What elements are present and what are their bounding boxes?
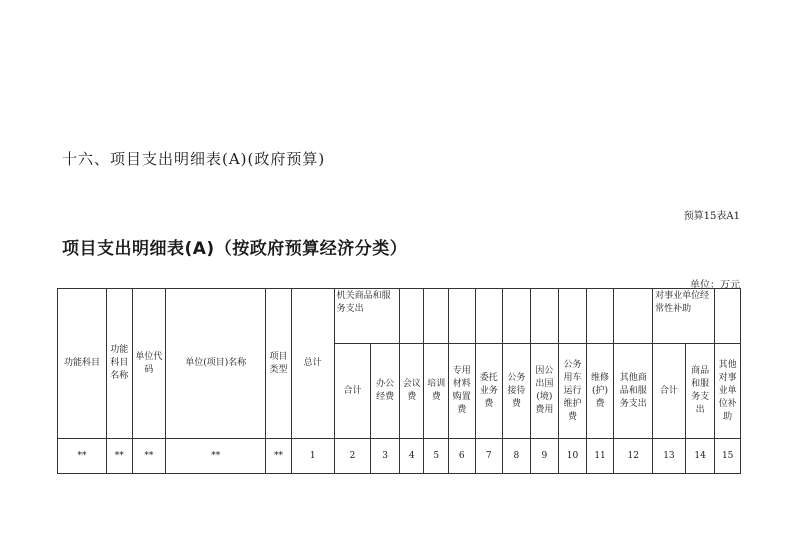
header-reception-fee: 公务接待费 xyxy=(503,344,531,439)
table-cell: 12 xyxy=(614,439,653,474)
unit-label: 单位：万元 xyxy=(690,280,740,291)
blank-cell xyxy=(503,289,531,344)
header-office-fee: 办公经费 xyxy=(371,344,400,439)
table-cell: 1 xyxy=(291,439,334,474)
header-unit-code: 单位代码 xyxy=(132,289,166,439)
header-group-subsidy: 对事业单位经常性补助 xyxy=(653,289,715,344)
blank-cell xyxy=(475,289,503,344)
header-func-subject-name: 功能科目名称 xyxy=(107,289,133,439)
header-g1-total: 合计 xyxy=(334,344,371,439)
project-expenditure-table xyxy=(57,288,741,474)
header-g2-goods-services: 商品和服务支出 xyxy=(685,344,715,439)
table-row xyxy=(58,439,741,474)
blank-cell xyxy=(399,289,424,344)
header-other-goods-services: 其他商品和服务支出 xyxy=(614,344,653,439)
header-vehicle-fee: 公务用车运行维护费 xyxy=(559,344,587,439)
blank-cell xyxy=(614,289,653,344)
header-unit-name: 单位(项目)名称 xyxy=(166,289,266,439)
blank-cell xyxy=(448,289,475,344)
section-title: 十六、项目支出明细表(A)(政府预算) xyxy=(62,150,326,168)
header-special-materials-fee: 专用材料购置费 xyxy=(448,344,475,439)
header-g2-other-subsidy: 其他对事业单位补助 xyxy=(715,344,741,439)
table-cell: 15 xyxy=(715,439,741,474)
table-cell: 9 xyxy=(530,439,559,474)
table-cell: 6 xyxy=(448,439,475,474)
table-cell: ** xyxy=(266,439,292,474)
blank-cell xyxy=(586,289,614,344)
table-cell: ** xyxy=(58,439,107,474)
table-cell: 5 xyxy=(424,439,449,474)
table-cell: ** xyxy=(107,439,133,474)
blank-cell xyxy=(715,289,741,344)
header-func-subject: 功能科目 xyxy=(58,289,107,439)
table-cell: ** xyxy=(166,439,266,474)
header-overseas-fee: 因公出国(境)费用 xyxy=(530,344,559,439)
table-cell: 11 xyxy=(586,439,614,474)
table-cell: ** xyxy=(132,439,166,474)
main-title: 项目支出明细表(A)（按政府预算经济分类） xyxy=(62,239,408,259)
header-g2-total: 合计 xyxy=(653,344,686,439)
table-cell: 2 xyxy=(334,439,371,474)
header-total: 总计 xyxy=(291,289,334,439)
table-cell: 8 xyxy=(503,439,531,474)
header-meeting-fee: 会议费 xyxy=(399,344,424,439)
table-cell: 14 xyxy=(685,439,715,474)
header-row-1 xyxy=(58,289,741,344)
blank-cell xyxy=(530,289,559,344)
blank-cell xyxy=(424,289,449,344)
table-cell: 3 xyxy=(371,439,400,474)
header-project-type: 项目类型 xyxy=(266,289,292,439)
table-cell: 13 xyxy=(653,439,686,474)
header-training-fee: 培训费 xyxy=(424,344,449,439)
blank-cell xyxy=(559,289,587,344)
table-cell: 10 xyxy=(559,439,587,474)
table-cell: 4 xyxy=(399,439,424,474)
form-code: 预算15表A1 xyxy=(683,211,740,222)
header-maintenance-fee: 维修(护)费 xyxy=(586,344,614,439)
table-cell: 7 xyxy=(475,439,503,474)
header-commission-fee: 委托业务费 xyxy=(475,344,503,439)
header-group-goods-services: 机关商品和服务支出 xyxy=(334,289,399,344)
